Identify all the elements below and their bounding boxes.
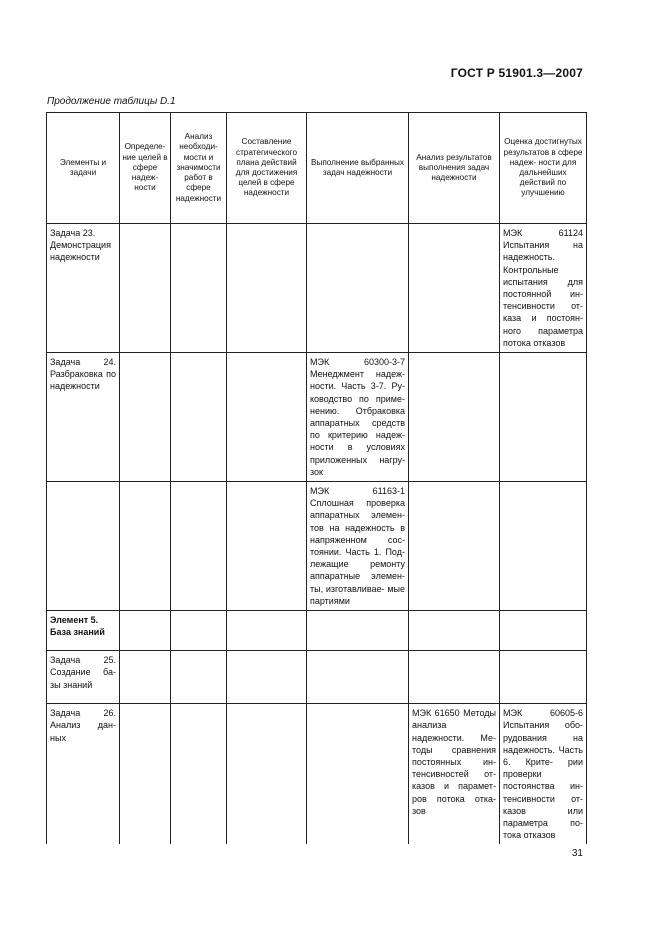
- column-header: Составление стратегического плана действий для достижения целей в сфере надежности: [227, 113, 307, 224]
- table-cell: [307, 224, 409, 353]
- table-cell: [307, 611, 409, 651]
- table-row: [47, 611, 587, 651]
- row-element-cell: [47, 482, 120, 611]
- table-cell: [120, 704, 171, 845]
- reliability-table: [46, 112, 587, 844]
- table-cell: [227, 651, 307, 704]
- table-cell: [120, 611, 171, 651]
- row-element-cell: Элемент 5. База знаний: [47, 611, 120, 651]
- table-cell: [171, 704, 227, 845]
- table-cell: [171, 353, 227, 482]
- column-header: Выполнение выбранных задач надежности: [307, 113, 409, 224]
- table-cell: [409, 651, 500, 704]
- table-cell: МЭК 60605-6 Испытания обо- рудования на надежность. Часть 6. Крите- рии проверки постоянства ин- тенсивности от- казов или параметра по- тока отказов: [500, 704, 587, 845]
- table-cell: [500, 482, 587, 611]
- table-cell: МЭК 61163-1 Сплошная проверка аппаратных элемен- тов на надежность в напряженном сос- тоянии. Часть 1. Под- лежащие ремонту аппаратные элемен- ты, изготавливае- мые партиями: [307, 482, 409, 611]
- table-cell: [500, 353, 587, 482]
- table-row: [47, 224, 587, 353]
- table-row: [47, 353, 587, 482]
- table-cell: [409, 353, 500, 482]
- document-code: ГОСТ Р 51901.3—2007: [450, 66, 583, 80]
- table-cell: [120, 651, 171, 704]
- row-element-cell: Задача 26. Анализ дан- ных: [47, 704, 120, 845]
- table-cell: [227, 353, 307, 482]
- table-cell: МЭК 61124 Испытания на надежность. Контрольные испытания для постоянной ин- тенсивности от- каза и постоян- ного параметра потока отказов: [500, 224, 587, 353]
- table-cell: [500, 651, 587, 704]
- table-header-row: [47, 113, 587, 224]
- column-header: Анализ необходи- мости и значимости работ в сфере надежности: [171, 113, 227, 224]
- table-cell: [307, 704, 409, 845]
- row-element-cell: Задача 25. Создание ба- зы знаний: [47, 651, 120, 704]
- table-cell: [171, 611, 227, 651]
- column-header: Определе- ние целей в сфере надеж- ности: [120, 113, 171, 224]
- table-cell: [171, 651, 227, 704]
- page-number: 31: [571, 848, 583, 859]
- table-cell: [409, 482, 500, 611]
- table-row: [47, 482, 587, 611]
- table-cell: [307, 651, 409, 704]
- table-cell: [227, 482, 307, 611]
- table-cell: МЭК 60300-3-7 Менеджмент надеж- ности. Часть 3-7. Ру- ководство по приме- нению. Отбраковка аппаратных средств по критерию надеж- ности в условиях приложенных нагру- зок: [307, 353, 409, 482]
- column-header: Элементы и задачи: [47, 113, 120, 224]
- table-row: [47, 651, 587, 704]
- table-caption: Продолжение таблицы D.1: [47, 96, 176, 107]
- table-cell: [171, 224, 227, 353]
- column-header: Анализ результатов выполнения задач надежности: [409, 113, 500, 224]
- table-cell: [409, 224, 500, 353]
- table-cell: [171, 482, 227, 611]
- column-header: Оценка достигнутых результатов в сфере надеж- ности для дальнейших действий по улучшению: [500, 113, 587, 224]
- table-cell: [120, 353, 171, 482]
- table-cell: [227, 224, 307, 353]
- table-cell: [227, 611, 307, 651]
- row-element-cell: Задача 24. Разбраковка по надежности: [47, 353, 120, 482]
- table-cell: [409, 611, 500, 651]
- table-cell: [120, 482, 171, 611]
- table-cell: МЭК 61650 Методы анализа надежности. Ме- тоды сравнения постоянных ин- тенсивностей от- казов и парамет- ров потока отка- зов: [409, 704, 500, 845]
- table-row: [47, 704, 587, 845]
- table-cell: [227, 704, 307, 845]
- row-element-cell: Задача 23. Демонстрация надежности: [47, 224, 120, 353]
- table-cell: [500, 611, 587, 651]
- table-cell: [120, 224, 171, 353]
